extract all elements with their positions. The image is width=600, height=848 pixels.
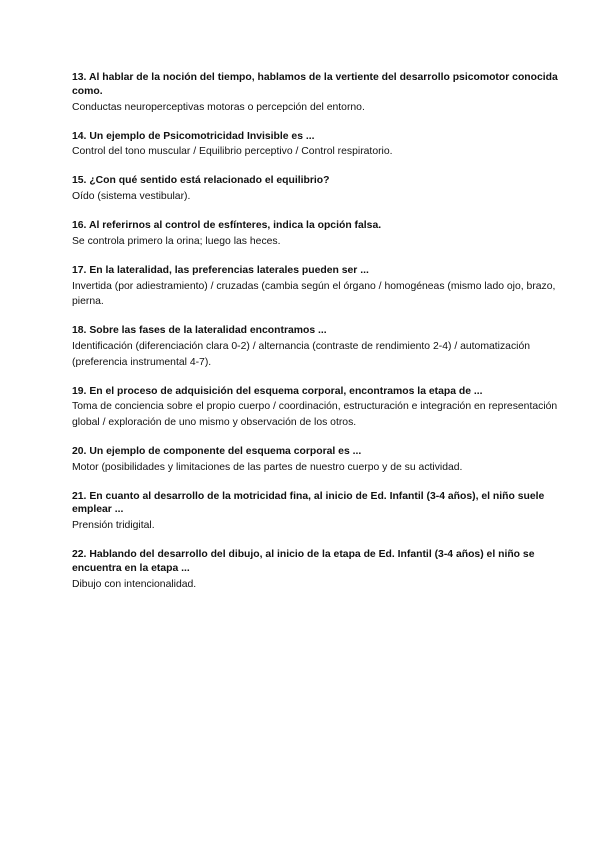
qa-item-19 (72, 385, 560, 431)
question-text: 22. Hablando del desarrollo del dibujo, al inicio de la etapa de Ed. Infantil (3-4 años) el niño se encuentra en la etapa ... (72, 549, 535, 575)
answer-text: Prensión tridigital. (72, 520, 155, 532)
qa-item-16 (72, 219, 560, 249)
qa-item-14 (72, 130, 560, 160)
qa-item-15 (72, 174, 560, 204)
answer-text: Toma de conciencia sobre el propio cuerpo / coordinación, estructuración e integración en representación global / exploración de uno mismo y observación de los otros. (72, 401, 558, 428)
question-text: 20. Un ejemplo de componente del esquema corporal es ... (72, 445, 362, 457)
question-text: 15. ¿Con qué sentido está relacionado el equilibrio? (72, 175, 330, 187)
question-text: 18. Sobre las fases de la lateralidad encontramos ... (72, 325, 327, 337)
answer-text: Oído (sistema vestibular). (72, 191, 191, 203)
answer-text: Conductas neuroperceptivas motoras o percepción del entorno. (72, 101, 365, 113)
question-text: 17. En la lateralidad, las preferencias laterales pueden ser ... (72, 264, 369, 276)
qa-item-17 (72, 264, 560, 310)
question-text: 14. Un ejemplo de Psicomotricidad Invisible es ... (72, 130, 315, 142)
qa-item-18 (72, 324, 560, 370)
answer-text: Identificación (diferenciación clara 0-2) / alternancia (contraste de rendimiento 2-4) / automatización (preferencia instrumental 4-7). (72, 341, 530, 368)
answer-text: Control del tono muscular / Equilibrio perceptivo / Control respiratorio. (72, 146, 393, 158)
answer-text: Invertida (por adiestramiento) / cruzadas (cambia según el órgano / homogéneas (mismo lado ojo, brazo, pierna. (72, 280, 556, 308)
question-text: 19. En el proceso de adquisición del esquema corporal, encontramos la etapa de ... (72, 385, 483, 397)
qa-item-21 (72, 490, 560, 534)
answer-text: Motor (posibilidades y limitaciones de las partes de nuestro cuerpo y de su actividad. (72, 461, 463, 473)
question-text: 16. Al referirnos al control de esfínteres, indica la opción falsa. (72, 220, 382, 232)
answer-text: Se controla primero la orina; luego las heces. (72, 235, 281, 247)
question-text: 13. Al hablar de la noción del tiempo, hablamos de la vertiente del desarrollo psicomotor conocida como. (72, 72, 558, 97)
qa-item-20 (72, 445, 560, 475)
answer-text: Dibujo con intencionalidad. (72, 578, 197, 590)
qa-item-22 (72, 548, 560, 592)
question-text: 21. En cuanto al desarrollo de la motricidad fina, al inicio de Ed. Infantil (3-4 años), el niño suele emplear ... (72, 490, 545, 516)
qa-item-13 (72, 71, 560, 115)
